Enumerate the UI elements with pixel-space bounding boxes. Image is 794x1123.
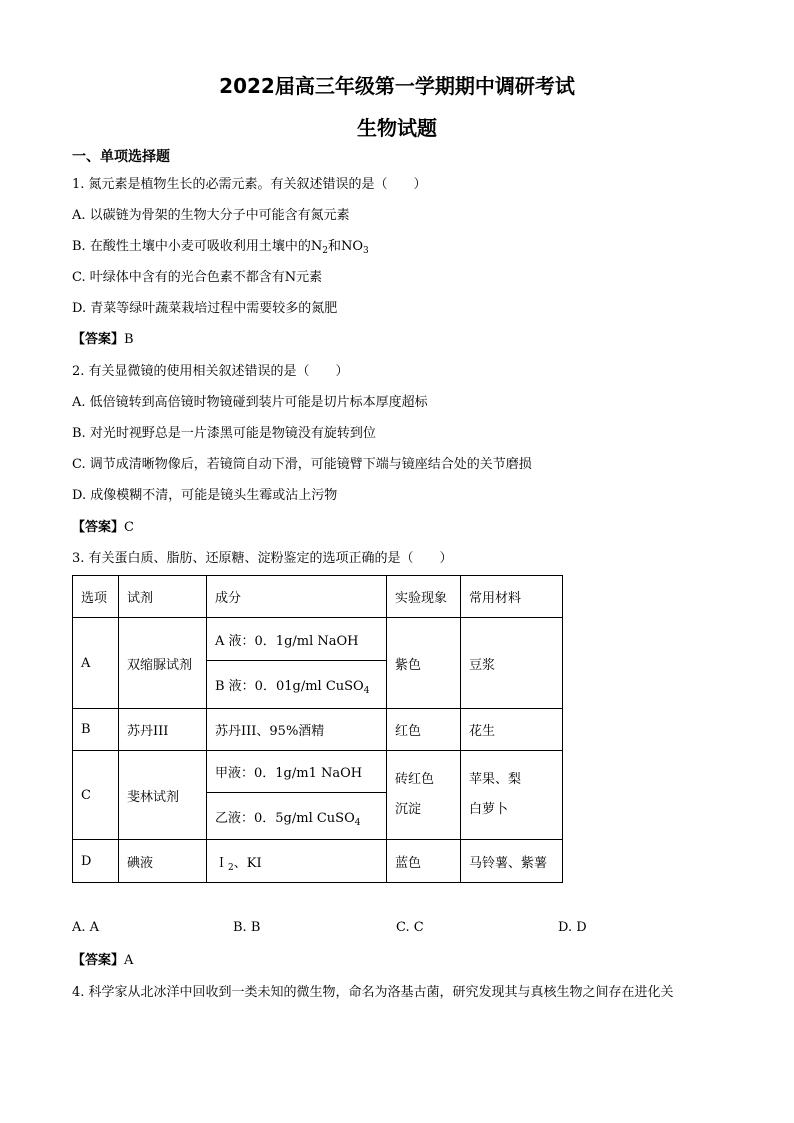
table-cell [207, 840, 387, 883]
table-row [73, 751, 563, 793]
q1-option-c: C. 叶绿体中含有的光合色素不都含有N元素 [72, 270, 323, 285]
table-cell: C [73, 751, 119, 840]
subscript: 2 [322, 246, 328, 256]
subscript: 4 [354, 817, 361, 828]
q3-choice-a: A. A [72, 920, 100, 935]
table-header-cell: 实验现象 [387, 576, 461, 618]
table-header-cell: 试剂 [119, 576, 207, 618]
table-cell: 红色 [387, 709, 461, 751]
q4-stem: 4. 科学家从北冰洋中回收到一类未知的微生物，命名为洛基古菌，研究发现其与真核生物之间存在进化关 [72, 985, 674, 1000]
exam-title: 2022届高三年级第一学期期中调研考试 [219, 74, 575, 98]
exam-subtitle: 生物试题 [357, 116, 437, 140]
table-cell: A [73, 618, 119, 709]
table-cell: 甲液：0．1g/m1 NaOH [207, 751, 387, 793]
q1-answer [72, 331, 134, 349]
table-cell: 豆浆 [461, 618, 563, 709]
table-cell [207, 793, 387, 840]
q1-option-a: A. 以碳链为骨架的生物大分子中可能含有氮元素 [72, 208, 350, 223]
cell-text: 乙液：0．5g/ml CuSO [215, 810, 355, 826]
q2-option-a: A. 低倍镜转到高倍镜时物镜碰到装片可能是切片标本厚度超标 [72, 395, 428, 410]
q1-option-d: D. 青菜等绿叶蔬菜栽培过程中需要较多的氮肥 [72, 301, 338, 316]
q3-choice-d: D. D [558, 920, 587, 935]
table-cell: 双缩脲试剂 [119, 618, 207, 709]
q2-option-d: D. 成像模糊不清，可能是镜头生霉或沾上污物 [72, 488, 338, 503]
table-cell: 碘液 [119, 840, 207, 883]
q3-choice-c: C. C [396, 920, 424, 935]
cell-text: Ｉ [215, 855, 229, 871]
table-cell: 花生 [461, 709, 563, 751]
table-row [73, 709, 563, 751]
subscript: 4 [363, 686, 370, 696]
cell-text: 砖红色 [395, 772, 435, 787]
table-cell: 紫色 [387, 618, 461, 709]
answer-label: 【答案】 [72, 520, 125, 535]
q2-answer [72, 519, 134, 537]
table-cell: 蓝色 [387, 840, 461, 883]
q2-stem: 2. 有关显微镜的使用相关叙述错误的是（ ） [72, 364, 349, 379]
table-cell [207, 661, 387, 709]
table-cell [461, 751, 563, 840]
cell-text: 苹果、梨 [469, 772, 522, 787]
q1-option-b [72, 238, 369, 256]
q1-stem: 1. 氮元素是植物生长的必需元素。有关叙述错误的是（ ） [72, 177, 427, 192]
answer-value: C [124, 520, 134, 535]
table-cell: 马铃薯、紫薯 [461, 840, 563, 883]
table-cell [387, 751, 461, 840]
q3-choice-b: B. B [233, 920, 261, 935]
table-header-row [73, 576, 563, 618]
answer-label: 【答案】 [72, 332, 125, 347]
q3-stem: 3. 有关蛋白质、脂肪、还原糖、淀粉鉴定的选项正确的是（ ） [72, 551, 453, 566]
answer-value: A [124, 953, 134, 968]
q1-option-b-text: 和NO [327, 239, 363, 254]
table-cell: A 液：0．1g/ml NaOH [207, 618, 387, 661]
subscript: 3 [362, 246, 369, 256]
q3-table [72, 575, 563, 883]
cell-text: 、KI [233, 855, 262, 871]
answer-value: B [124, 332, 134, 347]
q3-answer [72, 952, 133, 970]
table-header-cell: 选项 [73, 576, 119, 618]
table-cell: D [73, 840, 119, 883]
table-cell: 苏丹III [119, 709, 207, 751]
cell-text: 沉淀 [395, 802, 422, 817]
table-header-cell: 常用材料 [461, 576, 563, 618]
section-heading: 一、单项选择题 [72, 149, 170, 165]
table-cell: B [73, 709, 119, 751]
table-cell: 斐林试剂 [119, 751, 207, 840]
q1-option-b-text: B. 在酸性土壤中小麦可吸收利用土壤中的N [72, 239, 323, 254]
cell-text: B 液：0．01g/ml CuSO [215, 679, 364, 694]
table-row [73, 618, 563, 661]
cell-text: 白萝卜 [469, 802, 509, 817]
subscript: 2 [228, 862, 234, 873]
q2-option-b: B. 对光时视野总是一片漆黑可能是物镜没有旋转到位 [72, 426, 376, 441]
table-cell: 苏丹III、95%酒精 [207, 709, 387, 751]
table-row [73, 840, 563, 883]
table-header-cell: 成分 [207, 576, 387, 618]
answer-label: 【答案】 [72, 953, 125, 968]
q2-option-c: C. 调节成清晰物像后，若镜筒自动下滑，可能镜臂下端与镜座结合处的关节磨损 [72, 457, 532, 472]
